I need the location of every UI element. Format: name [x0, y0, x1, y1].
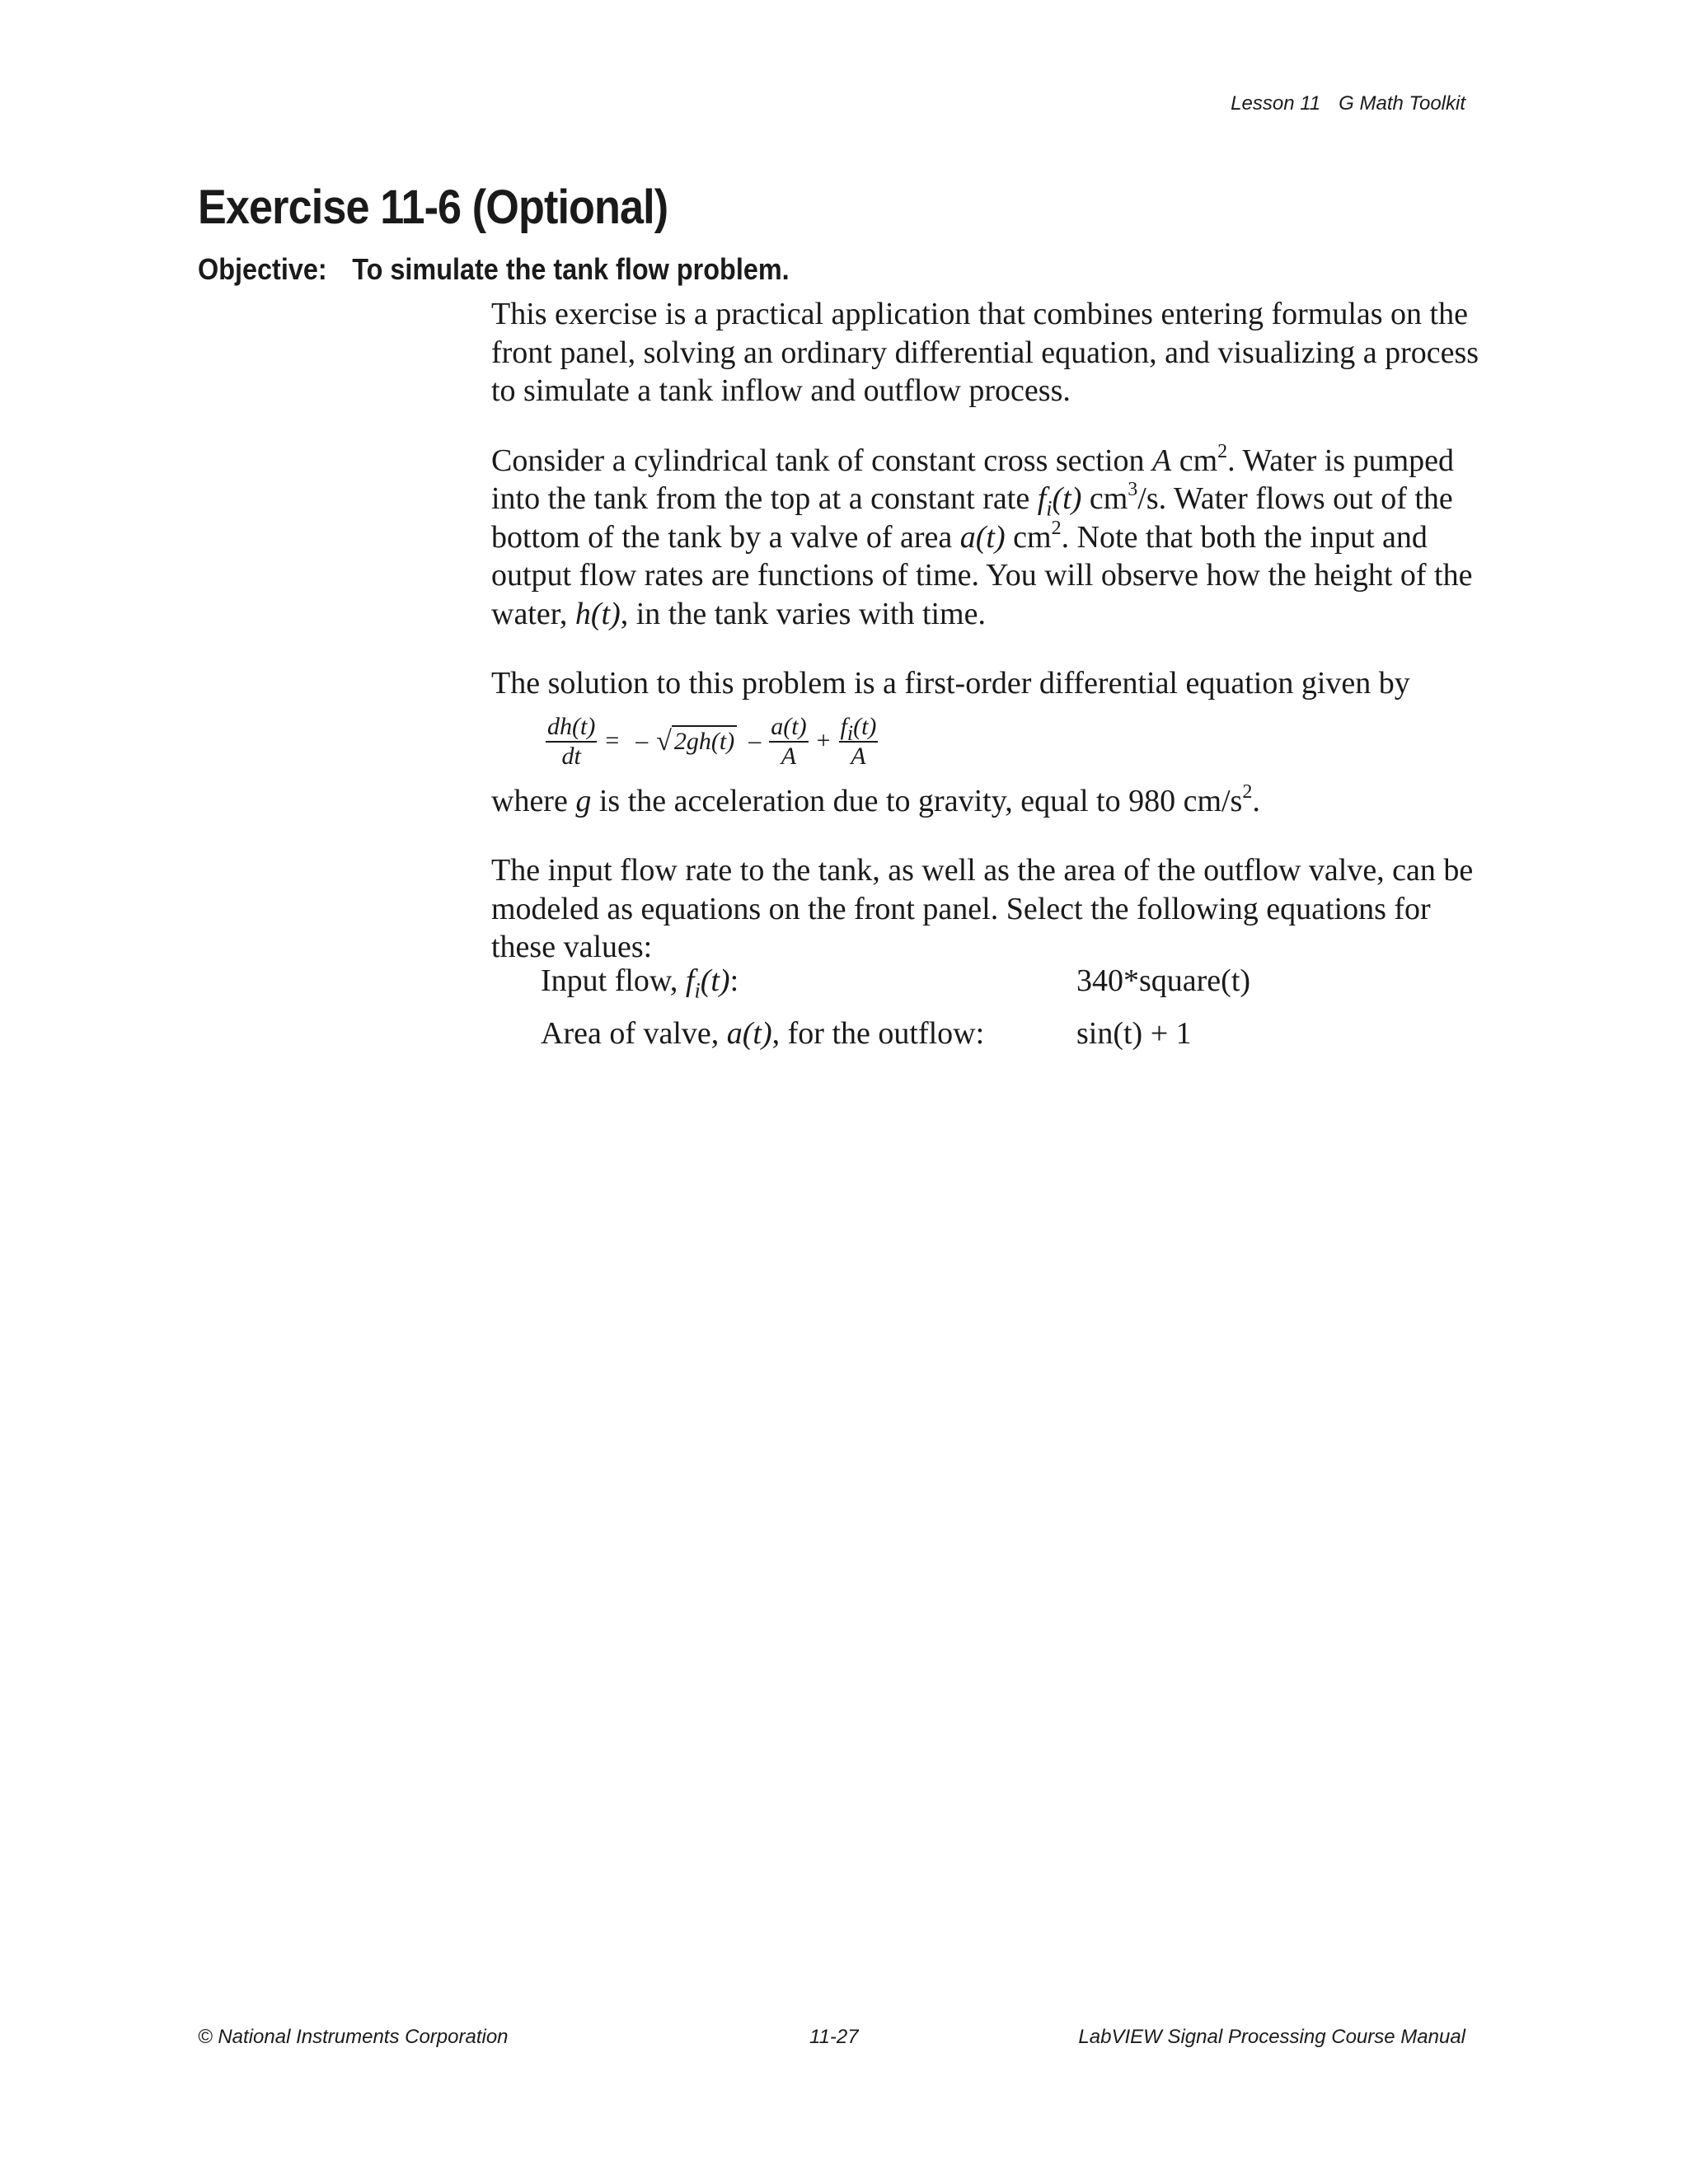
footer-manual-title: LabVIEW Signal Processing Course Manual [1078, 2026, 1465, 2048]
subscript-i: i [846, 720, 854, 745]
plus-sign: + [816, 727, 831, 755]
superscript-2: 2 [1217, 440, 1228, 462]
running-header [1231, 92, 1465, 115]
var-g: g [575, 783, 592, 818]
var-f: f [1037, 481, 1047, 516]
var-A: A [1152, 443, 1172, 478]
consider-text-7: . Note that both the input and output flow rates are functions of time. You will observe how the height of the water, [491, 519, 1473, 631]
fraction-a-over-A [769, 713, 808, 771]
header-lesson: Lesson 11 [1231, 92, 1321, 115]
equation-key [541, 1015, 1076, 1053]
fraction-denominator: A [851, 742, 866, 770]
fraction-denominator: dt [561, 742, 581, 770]
objective [198, 252, 790, 287]
equation-table [541, 955, 1480, 1061]
subscript-i: i [694, 978, 701, 1003]
superscript-3: 3 [1128, 479, 1138, 501]
var-f: f [840, 712, 847, 740]
var-t: (t) [853, 712, 877, 740]
intro-paragraph: This exercise is a practical application that combines entering formulas on the front panel, solving an ordinary differential equation, and visualizing a process to simulate a tank inflow and outflow process. [491, 297, 1479, 408]
fraction-numerator: a(t) [769, 713, 808, 743]
var-t: (t) [1052, 481, 1082, 516]
header-topic: G Math Toolkit [1339, 92, 1465, 115]
page-number: 11-27 [809, 2026, 859, 2048]
var-f: f [685, 963, 695, 999]
square-root [656, 725, 737, 758]
key-text: Input flow, [541, 963, 686, 999]
equals-sign: = [605, 727, 620, 755]
consider-text-2: cm [1171, 443, 1218, 478]
radical-sign: √ [656, 725, 672, 757]
consider-text-3: . Water is pumped into the tank from the top at a constant rate [491, 443, 1455, 516]
where-text-1: where [491, 783, 576, 818]
key-colon: : [729, 963, 739, 999]
fraction-dh-dt [546, 713, 597, 771]
where-text-2: is the acceleration due to gravity, equal to 980 cm/s [591, 783, 1243, 818]
objective-label: Objective: [198, 252, 327, 286]
fraction-fi-over-A [839, 713, 879, 771]
solution-paragraph: The solution to this problem is a first-order differential equation given by [491, 666, 1410, 701]
minus-sign: – [748, 727, 762, 755]
where-text-3: . [1252, 783, 1260, 818]
subscript-i: i [1046, 496, 1053, 521]
exercise-title: Exercise 11-6 (Optional) [198, 180, 668, 234]
var-t: (t) [700, 963, 730, 999]
var-a-of-t: a(t) [959, 519, 1006, 555]
consider-text-4: cm [1081, 481, 1128, 516]
body-text [491, 295, 1480, 1061]
consider-text-5: /s. Water flows out of the bottom of the tank by a valve of area [491, 481, 1453, 555]
var-a-of-t: a(t) [726, 1016, 772, 1052]
consider-text-1: Consider a cylindrical tank of constant cross section [491, 443, 1153, 478]
differential-equation [546, 706, 1480, 777]
objective-text: To simulate the tank flow problem. [352, 252, 790, 286]
where-paragraph [491, 782, 1480, 821]
var-h-of-t: h(t) [574, 596, 621, 631]
footer-copyright: © National Instruments Corporation [198, 2026, 509, 2048]
equation-value: 340*square(t) [1076, 963, 1251, 999]
consider-text-6: cm [1005, 519, 1052, 555]
consider-paragraph [491, 442, 1480, 634]
fraction-denominator: A [781, 742, 797, 770]
model-paragraph: The input flow rate to the tank, as well as the area of the outflow valve, can be modeled as equations on the front panel. Select the following equations for these values: [491, 853, 1474, 964]
key-text: Area of valve, [541, 1016, 727, 1052]
equation-row-valve-area [541, 1008, 1480, 1061]
fraction-numerator: dh(t) [546, 713, 597, 743]
superscript-2b: 2 [1051, 517, 1062, 539]
equation-row-input-flow [541, 955, 1480, 1008]
fraction-numerator [839, 713, 879, 743]
consider-text-8: , in the tank varies with time. [620, 596, 986, 631]
equation-key [541, 962, 1076, 1001]
equation-value: sin(t) + 1 [1076, 1016, 1192, 1052]
key-text: , for the outflow: [771, 1016, 985, 1052]
minus-sign: – [635, 727, 649, 755]
radicand: 2gh(t) [672, 725, 737, 757]
superscript-2: 2 [1242, 780, 1253, 803]
